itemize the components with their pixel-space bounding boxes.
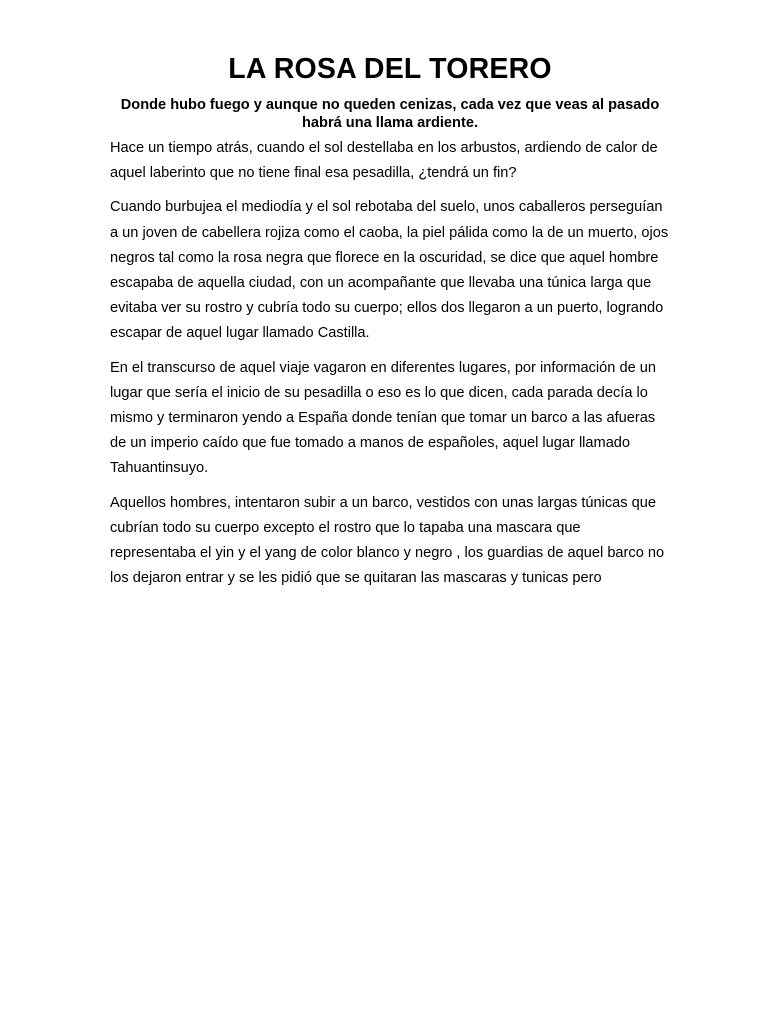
paragraph-1: Hace un tiempo atrás, cuando el sol destellaba en los arbustos, ardiendo de calor de aquel laberinto que no tiene final esa pesadilla, ¿tendrá un fin? <box>110 140 658 182</box>
paragraph-3: En el transcurso de aquel viaje vagaron en diferentes lugares, por información de un lugar que sería el inicio de su pesadilla o eso es lo que dicen, cada parada decía lo mismo y terminaron yendo a España donde tenían que tomar un barco a las afueras de un imperio caído que fue tomado a manos de españoles, aquel lugar llamado Tahuantinsuyo. <box>110 359 656 477</box>
document-page <box>110 50 670 591</box>
paragraph-4: Aquellos hombres, intentaron subir a un barco, vestidos con unas largas túnicas que cubrían todo su cuerpo excepto el rostro que lo tapaba una mascara que representaba el yin y el yang de color blanco y negro , los guardias de aquel barco no los dejaron entrar y se les pidió que se quitaran las mascaras y tunicas pero <box>110 494 665 587</box>
document-subtitle: Donde hubo fuego y aunque no queden cenizas, cada vez que veas al pasado habrá una llama ardiente. <box>120 97 660 131</box>
paragraph-2: Cuando burbujea el mediodía y el sol rebotaba del suelo, unos caballeros perseguían a un joven de cabellera rojiza como el caoba, la piel pálida como la de un muerto, ojos negros tal como la rosa negra que florece en la oscuridad, se dice que aquel hombre escapaba de aquella ciudad, con un acompañante que llevaba una túnica larga que evitaba ver su rostro y cubría todo su cuerpo; ellos dos llegaron a un puerto, logrando escapar de aquel lugar llamado Castilla. <box>110 199 669 342</box>
document-title: LA ROSA DEL TORERO <box>228 53 552 85</box>
